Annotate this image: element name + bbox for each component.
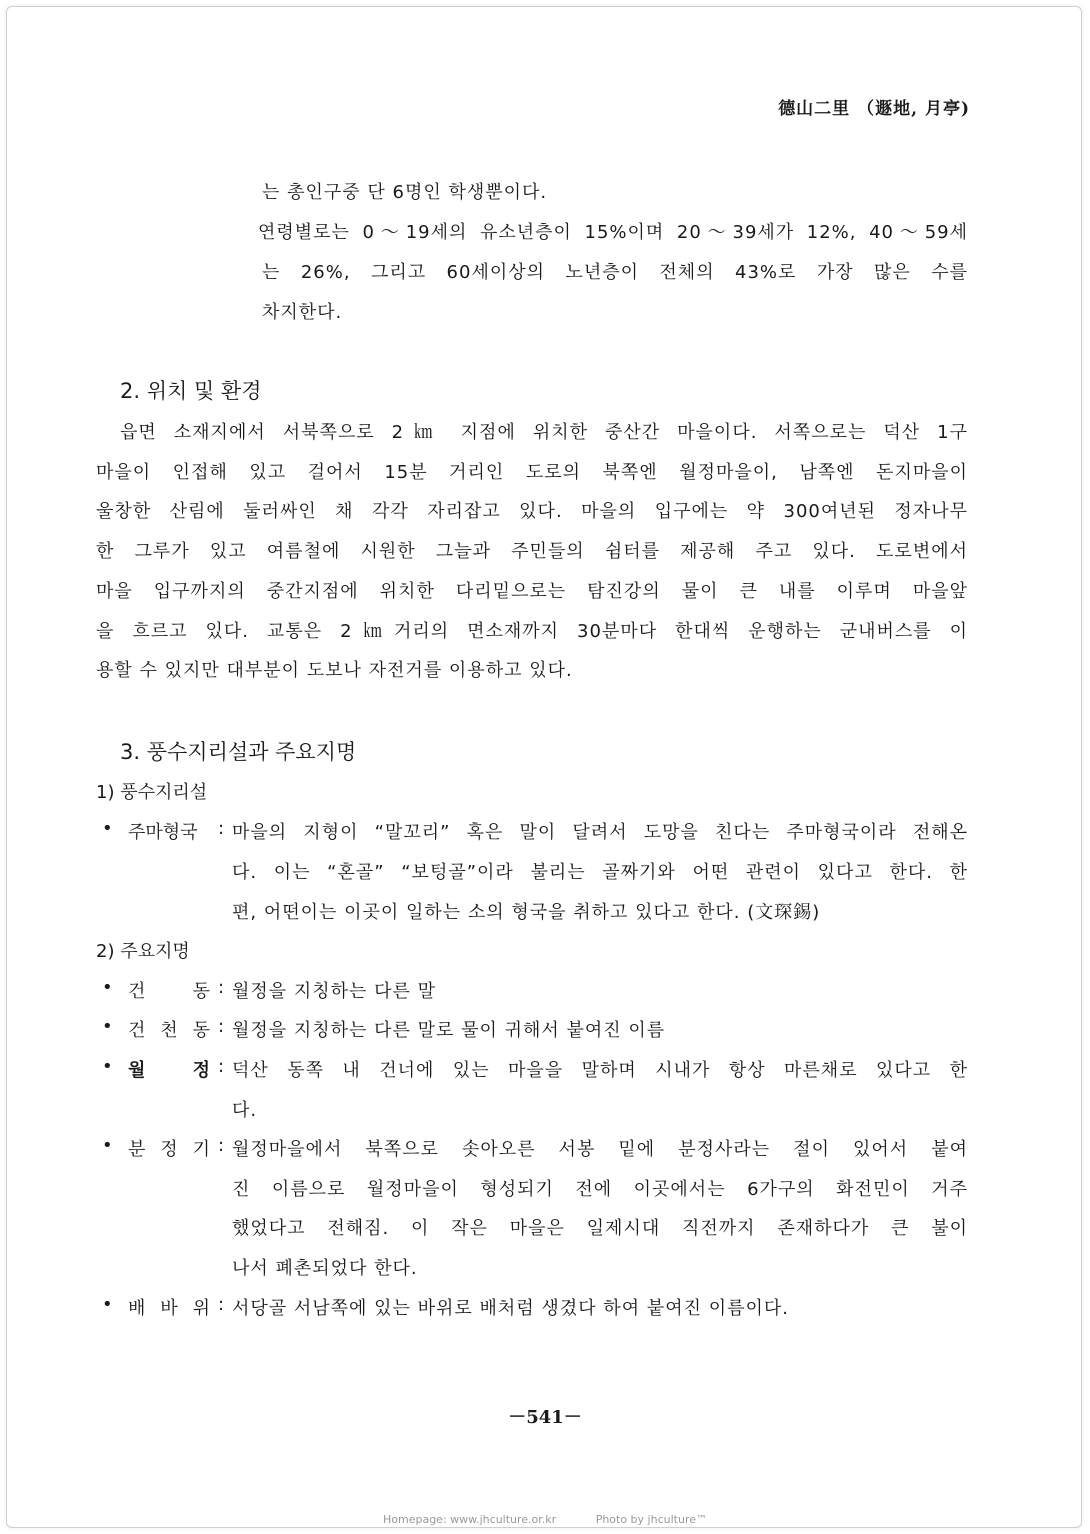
jumahyeong-line-2: 다. 이는 “혼골” “보텅골”이라 불리는 골짜기와 어떤 관련이 있다고 한다. 한 [232,862,968,883]
subsection-placenames: 2) 주요지명 [96,941,190,962]
term-label: 건 천 동 [128,1020,210,1041]
place-2-line-2: 다. [232,1100,258,1121]
homepage-link[interactable]: Homepage: www.jhculture.or.kr [382,1513,557,1526]
section2-line-4: 한 그루가 있고 여름철에 시원한 그늘과 주민들의 쉼터를 제공해 주고 있다. 도로변에서 [96,541,968,562]
place-3-line-3: 했었다고 전해짐. 이 작은 마을은 일제시대 직전까지 존재하다가 큰 불이 [232,1218,968,1239]
intro-line-3: 는 26%, 그리고 60세이상의 노년층이 전체의 43%로 가장 많은 수를 [262,262,968,283]
term-label: 건 동 [128,981,210,1002]
section2-line-5: 마을 입구까지의 중간지점에 위치한 다리밑으로는 탐진강의 물이 큰 내를 이루며 마을앞 [96,581,968,602]
bullet: • [102,818,113,839]
place-3-line-4: 나서 폐촌되었다 한다. [232,1258,418,1279]
jumahyeong-line-1: 마을의 지형이 “말꼬리” 혹은 말이 달려서 도망을 친다는 주마형국이라 전해온 [232,822,968,843]
colon: : [218,1056,225,1077]
photo-credit: Photo by jhculture™ [595,1513,707,1526]
page-number: －541－ [508,1407,582,1428]
bullet: • [102,1056,113,1077]
intro-line-2: 연령별로는 0～19세의 유소년층이 15%이며 20～39세가 12%, 40～59세 [258,222,968,243]
section3-title: 3. 풍수지리설과 주요지명 [120,740,357,764]
place-4-line-1: 서당골 서남쪽에 있는 바위로 배처럼 생겼다 하여 붙여진 이름이다. [232,1298,789,1319]
footer [0,1513,1090,1526]
intro-line-1: 는 총인구중 단 6명인 학생뿐이다. [262,182,548,203]
section2-line-6: 을 흐르고 있다. 교통은 2㎞거리의 면소재까지 30분마다 한대씩 운행하는 군내버스를 이 [96,621,968,642]
section2-line-2: 마을이 인접해 있고 걸어서 15분 거리인 도로의 북쪽엔 월정마을이, 남쪽엔 돈지마을이 [96,462,968,483]
bullet: • [102,977,113,998]
term-label: 월 정 [128,1060,210,1081]
place-0-line-1: 월정을 지칭하는 다른 말 [232,981,437,1002]
term-label: 배 바 위 [128,1298,210,1319]
bullet: • [102,1135,113,1156]
bullet: • [102,1294,113,1315]
running-header: 德山二里 （遯地, 月亭) [778,99,970,119]
bullet: • [102,1016,113,1037]
place-1-line-1: 월정을 지칭하는 다른 말로 물이 귀해서 붙여진 이름 [232,1020,666,1041]
section2-line-3: 울창한 산림에 둘러싸인 채 각각 자리잡고 있다. 마을의 입구에는 약 300여년된 정자나무 [96,501,968,522]
colon: : [218,818,225,839]
place-2-line-1: 덕산 동쪽 내 건너에 있는 마을을 말하며 시내가 항상 마른채로 있다고 한 [232,1060,968,1081]
term-label: 분 정 기 [128,1139,210,1160]
place-3-line-2: 진 이름으로 월정마을이 형성되기 전에 이곳에서는 6가구의 화전민이 거주 [232,1179,968,1200]
place-3-line-1: 월정마을에서 북쪽으로 솟아오른 서봉 밑에 분정사라는 절이 있어서 붙여 [232,1139,968,1160]
section2-line-1: 읍면 소재지에서 서북쪽으로 2㎞ 지점에 위치한 중산간 마을이다. 서쪽으로는 덕산 1구 [120,422,968,443]
term-label: 주마형국 [128,822,198,843]
subsection-fengshui: 1) 풍수지리설 [96,782,208,803]
colon: : [218,1294,225,1315]
section2-title: 2. 위치 및 환경 [120,379,262,403]
jumahyeong-line-3: 편, 어떤이는 이곳이 일하는 소의 형국을 취하고 있다고 한다. (文琛錫) [232,902,821,923]
intro-line-4: 차지한다. [262,302,343,323]
colon: : [218,1135,225,1156]
section2-line-7: 용할 수 있지만 대부분이 도보나 자전거를 이용하고 있다. [96,660,573,681]
colon: : [218,977,225,998]
colon: : [218,1016,225,1037]
